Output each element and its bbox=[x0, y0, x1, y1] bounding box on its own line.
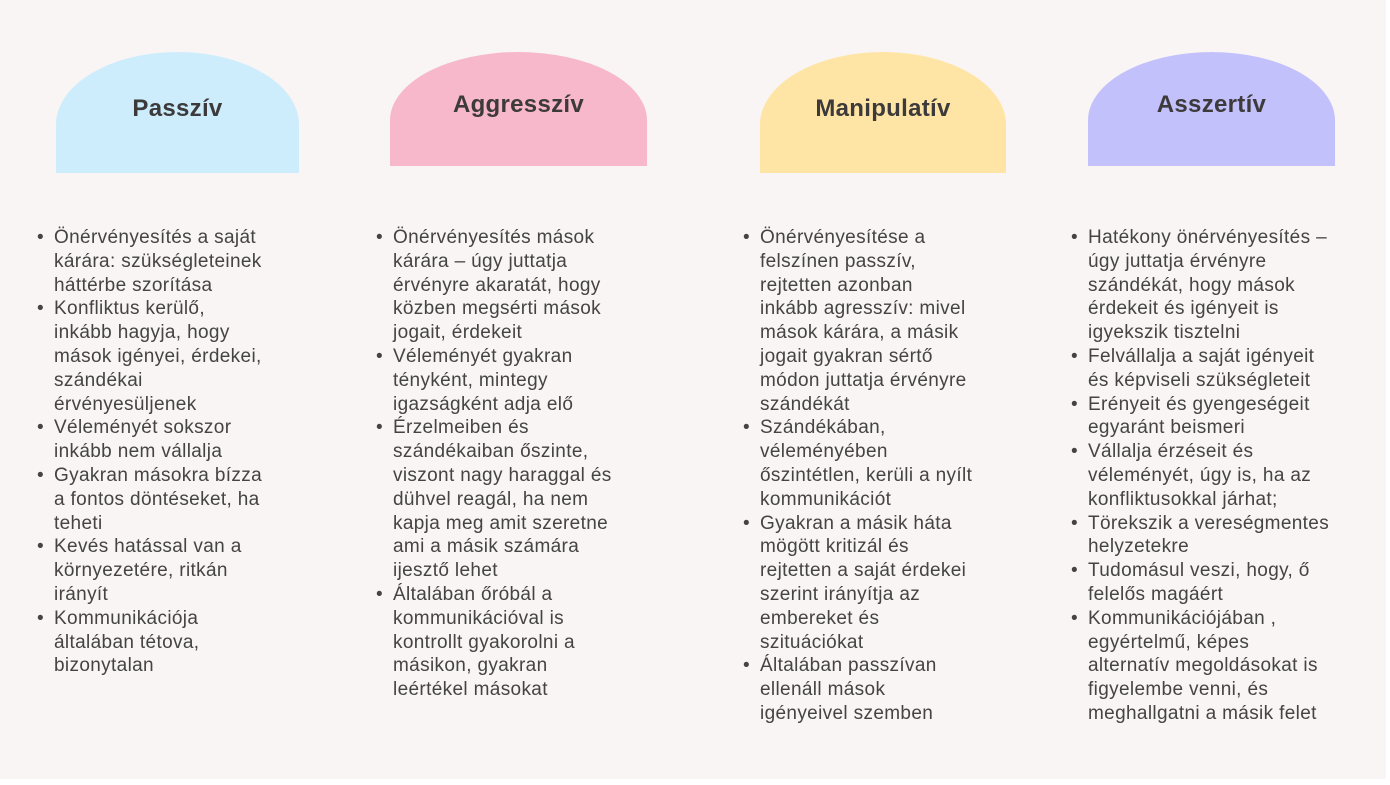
list-item: • Erényeit és gyengeségeit egyaránt beismeri bbox=[1088, 393, 1329, 441]
header-shape-aggressziv bbox=[390, 52, 647, 166]
list-item: • Hatékony önérvényesítés – úgy juttatja érvényre szándékát, hogy mások érdekeit és igényeit is igyekszik tisztelni bbox=[1088, 226, 1329, 345]
list-asszertiv bbox=[1088, 226, 1329, 726]
list-item: • Törekszik a vereségmentes helyzetekre bbox=[1088, 512, 1329, 560]
column-title: Aggresszív bbox=[452, 91, 585, 118]
list-item: • Kommunikációjában , egyértelmű, képes alternatív megoldásokat is figyelembe venni, és meghallgatni a másik felet bbox=[1088, 607, 1329, 726]
list-item: • Felvállalja a saját igényeit és képviseli szükségleteit bbox=[1088, 345, 1329, 393]
list-item: • Gyakran a másik háta mögött kritizál és rejtetten a saját érdekei szerint irányítja az embereket és szituációkat bbox=[760, 512, 972, 655]
column-title: Passzív bbox=[132, 94, 223, 122]
header-shape-manipulativ bbox=[760, 52, 1006, 173]
column-title: Manipulatív bbox=[815, 94, 951, 122]
list-item: • Általában őróbál a kommunikációval is kontrollt gyakorolni a másikon, gyakran leértékel másokat bbox=[393, 583, 612, 702]
list-manipulativ bbox=[760, 226, 972, 726]
list-item: • Önérvényesítés mások kárára – úgy juttatja érvényre akaratát, hogy közben megsérti mások jogait, érdekeit bbox=[393, 226, 612, 345]
list-item: • Szándékában, véleményében őszintétlen, kerüli a nyílt kommunikációt bbox=[760, 416, 972, 511]
list-item: • Önérvényesítése a felszínen passzív, rejtetten azonban inkább agresszív: mivel mások kárára, a másik jogait gyakran sértő módon juttatja érvényre szándékát bbox=[760, 226, 972, 416]
list-item: • Gyakran másokra bízza a fontos döntéseket, ha teheti bbox=[54, 464, 262, 535]
list-item: • Kommunikációja általában tétova, bizonytalan bbox=[54, 607, 262, 678]
list-item: • Véleményét gyakran tényként, mintegy igazságként adja elő bbox=[393, 345, 612, 416]
header-shape-asszertiv bbox=[1088, 52, 1335, 166]
list-item: • Tudomásul veszi, hogy, ő felelős magáért bbox=[1088, 559, 1329, 607]
list-item: • Önérvényesítés a saját kárára: szükségleteinek háttérbe szorítása bbox=[54, 226, 262, 297]
list-passziv bbox=[54, 226, 262, 678]
list-item: • Kevés hatással van a környezetére, ritkán irányít bbox=[54, 535, 262, 606]
list-item: • Konfliktus kerülő, inkább hagyja, hogy mások igényei, érdekei, szándékai érvényesüljenek bbox=[54, 297, 262, 416]
list-item: • Általában passzívan ellenáll mások igényeivel szemben bbox=[760, 654, 972, 725]
header-shape-passziv bbox=[56, 52, 299, 173]
column-title: Asszertív bbox=[1156, 91, 1267, 118]
list-item: • Érzelmeiben és szándékaiban őszinte, viszont nagy haraggal és dühvel reagál, ha nem kapja meg amit szeretne ami a másik számára ijesztő lehet bbox=[393, 416, 612, 583]
list-item: • Vállalja érzéseit és véleményét, úgy is, ha az konfliktusokkal járhat; bbox=[1088, 440, 1329, 511]
list-aggressziv bbox=[393, 226, 612, 702]
list-item: • Véleményét sokszor inkább nem vállalja bbox=[54, 416, 262, 464]
